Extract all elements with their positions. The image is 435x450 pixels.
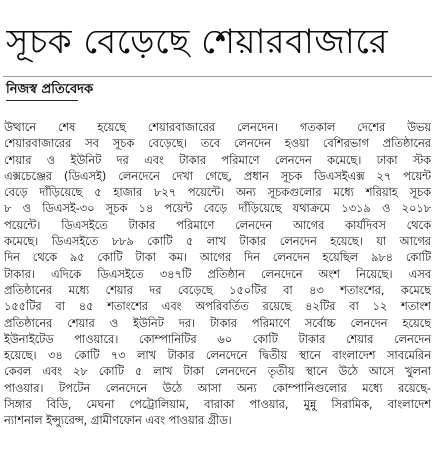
article-line: কেবল এবং ২৮ কোটি ৫ লাখ টাকা লেনদেনে তৃতীয় স্থানে উঠে আসে খুলনা [4, 365, 431, 379]
article-line: হয়েছে। ৩৪ কোটি ৭৩ লাখ টাকার লেনদেনে দ্বিতীয় স্থানে বাংলাদেশ সাবমেরিন [4, 349, 431, 363]
article-line: শেয়ারবাজারের সব সূচক বেড়েছে। তবে লেনদেন হওয়া বেশিরভাগ প্রতিষ্ঠানের [4, 137, 431, 151]
article-line: সিঙ্গার বিডি, মেঘনা পেট্রোলিয়াম, বারাকা পাওয়ার, মুন্নু সিরামিক, বাংলাদেশ [4, 398, 431, 412]
article-line: ইউনাইটেড পাওয়ারে। কোম্পানিটির ৬০ কোটি টাকার শেয়ার লেনদেন [4, 332, 431, 346]
article-line: শেয়ার ও ইউনিট দর এবং টাকার পরিমাণে লেনদেন কমেছে। ঢাকা স্টক [4, 153, 431, 167]
article-line: পাওয়ার। টপটেন লেনদেনে উঠে আসা অন্য কোম্পানিগুলোর মধ্যে রয়েছে- [4, 381, 431, 395]
article-line: ন্যাশনাল ইন্স্যুরেন্স, গ্রামীণফোন এবং পাওয়ার গ্রীড। [4, 414, 232, 428]
article-line: প্রতিষ্ঠানের মধ্যে শেয়ার দর বেড়েছে ১৫০টির বা ৪৩ শতাংশের, কমেছে [4, 283, 431, 297]
article-line: এক্সচেঞ্জের (ডিএসই) লেনদেনে দেখা গেছে, প্রধান সূচক ডিএসইএক্স ২৭ পয়েন্ট [4, 169, 431, 183]
article-line: টাকার। এদিকে ডিএসইতে ৩৪৭টি প্রতিষ্ঠান লেনদেনে অংশ নিয়েছে। এসব [4, 267, 431, 281]
article-line: কমেছে। ডিএসইতে ৮৮৯ কোটি ৫ লাখ টাকার লেনদেন হয়েছে। যা আগের [4, 235, 431, 249]
article-line: ৮ ও ডিএসই-৩০ সূচক ১৪ পয়েন্ট বেড়ে দাঁড়িয়েছে যথাক্রমে ১৩১৯ ও ২০১৮ [4, 202, 431, 216]
headline-divider [3, 76, 432, 77]
article-line: দিন থেকে ৯৫ কোটি টাকা কম। আগের দিন লেনদেন হয়েছিল ৯৮৪ কোটি [4, 251, 431, 265]
article-headline: সূচক বেড়েছে শেয়ারবাজারে [6, 22, 389, 62]
article-line: ১৫৫টির বা ৪৫ শতাংশের এবং অপরিবর্তিত রয়েছে ৪২টির বা ১২ শতাংশ [4, 300, 431, 314]
byline-underline [6, 100, 78, 101]
byline: নিজস্ব প্রতিবেদক [6, 82, 94, 97]
article-line: প্রতিষ্ঠানের শেয়ার ও ইউনিট দর। টাকার পরিমাণে সর্বোচ্চ লেনদেন হয়েছে [4, 316, 431, 330]
article-line: উত্থানে শেষ হয়েছে শেয়ারবাজারের লেনদেন। গতকাল দেশের উভয় [4, 121, 431, 134]
article-body [4, 120, 431, 446]
clipped-page-header [0, 0, 435, 8]
article-line: পয়েন্টে। ডিএসইতে টাকার পরিমাণে লেনদেন আগের কার্যদিবস থেকে [4, 218, 431, 232]
article-line: বেড়ে দাঁড়িয়েছে ৫ হাজার ৮২৭ পয়েন্টে। অন্য সূচকগুলোর মধ্যে শরিয়াহ সূচক [4, 186, 431, 200]
